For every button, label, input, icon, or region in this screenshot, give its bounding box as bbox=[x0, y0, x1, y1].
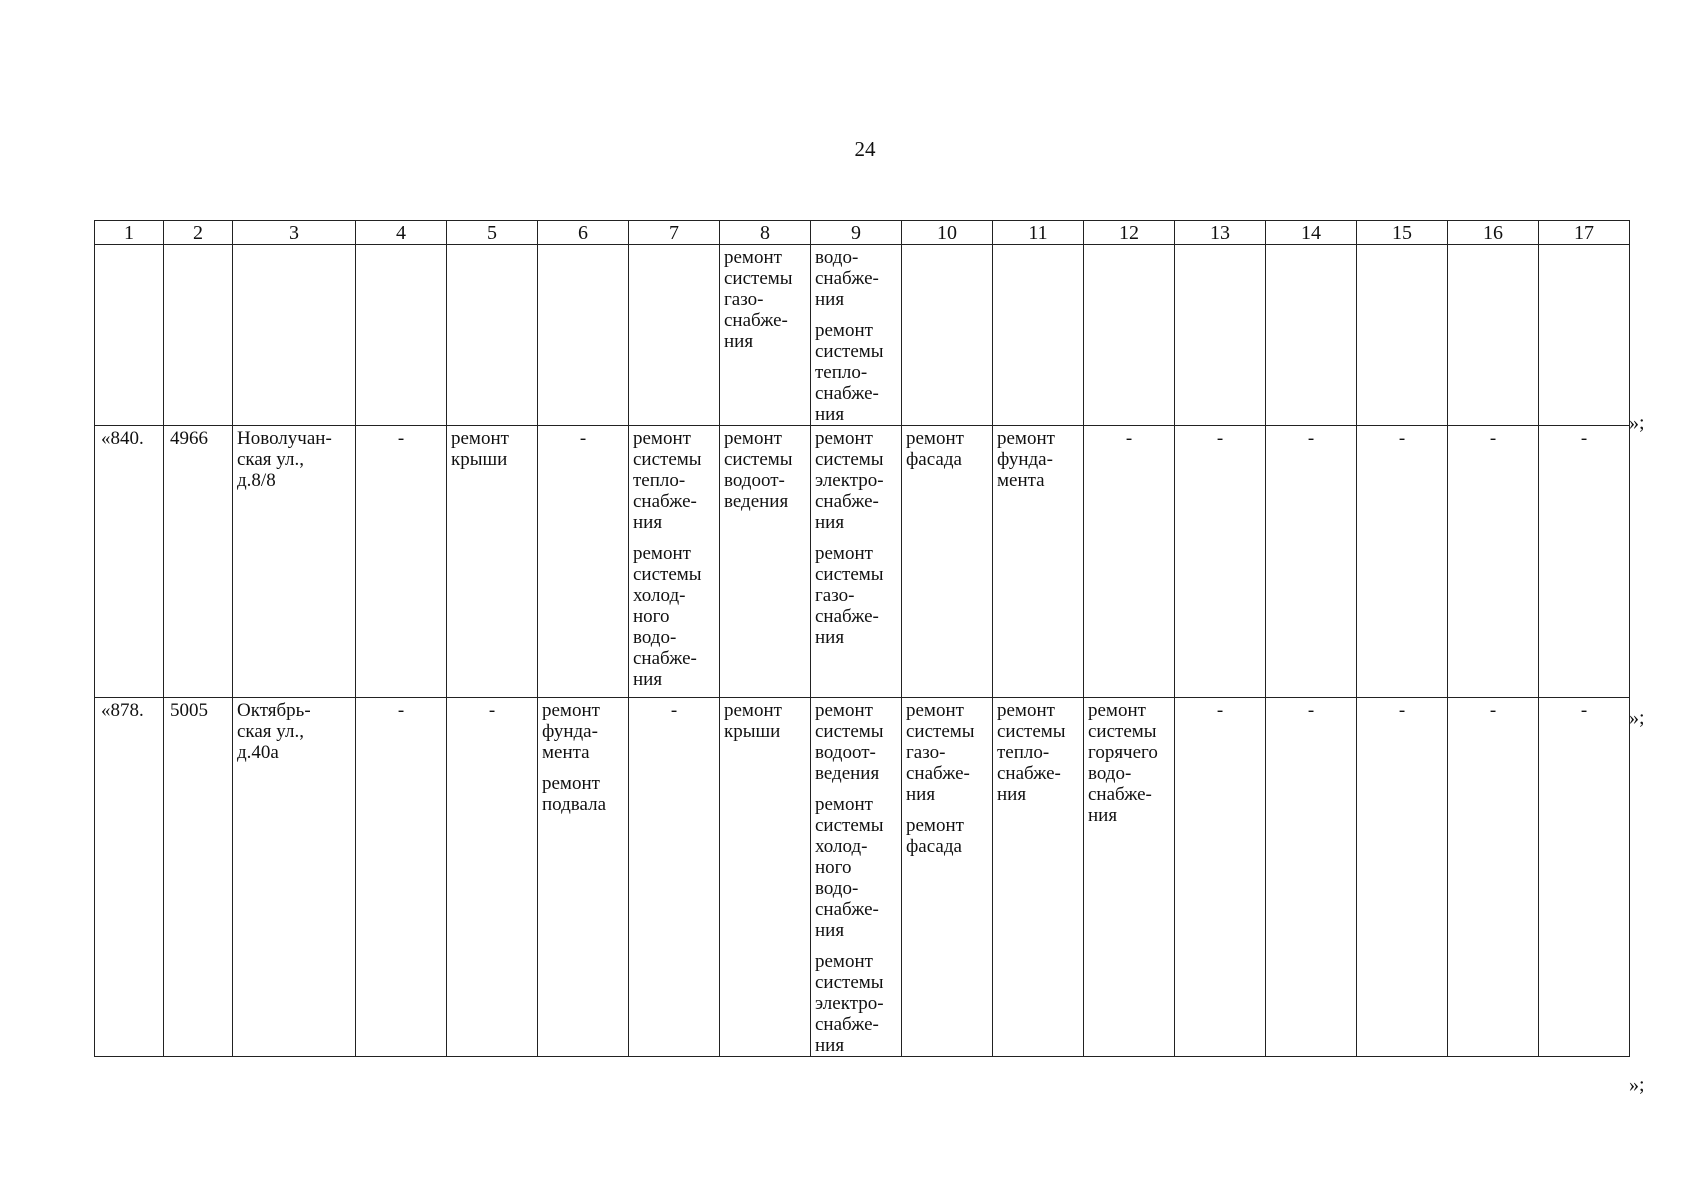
cell-text: ремонт подвала bbox=[542, 773, 607, 815]
cell-text: Октябрь- ская ул., д.40а bbox=[237, 700, 311, 763]
cell-text: ремонт системы водоот- ведения bbox=[724, 428, 793, 512]
cell-text: ремонт системы тепло- снабже- ния bbox=[997, 700, 1066, 805]
table-cell-col-12 bbox=[1084, 426, 1175, 698]
table-cell-col-8 bbox=[720, 426, 811, 698]
column-header-6: 6 bbox=[538, 221, 629, 245]
column-header-5: 5 bbox=[447, 221, 538, 245]
table-cell-col-14 bbox=[1266, 245, 1357, 426]
cell-text: ремонт системы тепло- снабже- ния bbox=[815, 320, 884, 425]
cell-text: ремонт фунда- мента bbox=[542, 700, 600, 763]
cell-text: ремонт системы газо- снабже- ния bbox=[906, 700, 975, 805]
cell-text: ремонт системы холод- ного водо- снабже- ния bbox=[815, 794, 884, 941]
table-cell-col-7 bbox=[629, 426, 720, 698]
cell-text: ремонт фасада bbox=[906, 428, 964, 470]
column-header-row bbox=[95, 221, 1630, 245]
empty-mark: - bbox=[1307, 428, 1315, 449]
table-cell-col-15 bbox=[1357, 245, 1448, 426]
cell-text: ремонт системы горячего водо- снабже- ния bbox=[1088, 700, 1158, 826]
table-cell-col-6 bbox=[538, 245, 629, 426]
column-header-14: 14 bbox=[1266, 221, 1357, 245]
table-cell-col-1 bbox=[95, 245, 164, 426]
table-cell-col-2 bbox=[164, 426, 233, 698]
document-table bbox=[94, 220, 1630, 1057]
column-header-7: 7 bbox=[629, 221, 720, 245]
table-cell-col-16 bbox=[1448, 426, 1539, 698]
empty-mark: - bbox=[1580, 428, 1588, 449]
cell-text: водо- снабже- ния bbox=[815, 247, 879, 310]
table-cell-col-14 bbox=[1266, 426, 1357, 698]
table-cell-col-11 bbox=[993, 698, 1084, 1057]
cell-text: «878. bbox=[101, 700, 144, 721]
table-cell-col-9 bbox=[811, 245, 902, 426]
empty-mark: - bbox=[1489, 428, 1497, 449]
table-cell-col-13 bbox=[1175, 698, 1266, 1057]
table-cell-col-4 bbox=[356, 698, 447, 1057]
column-header-2: 2 bbox=[164, 221, 233, 245]
cell-text: ремонт системы электро- снабже- ния bbox=[815, 428, 884, 533]
table-cell-col-5 bbox=[447, 698, 538, 1057]
table-cell-col-5 bbox=[447, 426, 538, 698]
cell-text: ремонт крыши bbox=[451, 428, 509, 470]
column-header-13: 13 bbox=[1175, 221, 1266, 245]
table-cell-col-1 bbox=[95, 698, 164, 1057]
table-cell-col-10 bbox=[902, 426, 993, 698]
column-header-16: 16 bbox=[1448, 221, 1539, 245]
table-cell-col-7 bbox=[629, 698, 720, 1057]
table-cell-col-3 bbox=[233, 698, 356, 1057]
table-row bbox=[95, 245, 1630, 426]
empty-mark: - bbox=[1398, 428, 1406, 449]
table-cell-col-17 bbox=[1539, 426, 1630, 698]
column-header-9: 9 bbox=[811, 221, 902, 245]
column-header-8: 8 bbox=[720, 221, 811, 245]
cell-text: ремонт системы газо- снабже- ния bbox=[815, 543, 884, 648]
table-cell-col-16 bbox=[1448, 245, 1539, 426]
table-cell-col-8 bbox=[720, 698, 811, 1057]
table-cell-col-10 bbox=[902, 698, 993, 1057]
table-cell-col-12 bbox=[1084, 245, 1175, 426]
table-row bbox=[95, 698, 1630, 1057]
table-cell-col-11 bbox=[993, 426, 1084, 698]
row-end-mark: »; bbox=[1629, 412, 1645, 434]
cell-text: Новолучан- ская ул., д.8/8 bbox=[237, 428, 332, 491]
empty-mark: - bbox=[1125, 428, 1133, 449]
empty-mark: - bbox=[1580, 700, 1588, 721]
table-cell-col-17 bbox=[1539, 245, 1630, 426]
cell-text: 5005 bbox=[170, 700, 208, 721]
table-cell-col-9 bbox=[811, 698, 902, 1057]
empty-mark: - bbox=[1307, 700, 1315, 721]
empty-mark: - bbox=[397, 428, 405, 449]
cell-text: ремонт фунда- мента bbox=[997, 428, 1055, 491]
cell-text: ремонт фасада bbox=[906, 815, 964, 857]
empty-mark: - bbox=[397, 700, 405, 721]
table-cell-col-2 bbox=[164, 245, 233, 426]
table-row bbox=[95, 426, 1630, 698]
table-cell-col-1 bbox=[95, 426, 164, 698]
row-end-mark: »; bbox=[1629, 1074, 1645, 1096]
table-cell-col-6 bbox=[538, 698, 629, 1057]
cell-text: 4966 bbox=[170, 428, 208, 449]
table-cell-col-15 bbox=[1357, 426, 1448, 698]
cell-text: ремонт системы холод- ного водо- снабже- ния bbox=[633, 543, 702, 690]
row-end-mark: »; bbox=[1629, 707, 1645, 729]
cell-text: ремонт системы тепло- снабже- ния bbox=[633, 428, 702, 533]
table-cell-col-4 bbox=[356, 245, 447, 426]
cell-text: ремонт крыши bbox=[724, 700, 782, 742]
cell-text: ремонт системы водоот- ведения bbox=[815, 700, 884, 784]
page-number: 24 bbox=[854, 137, 876, 161]
column-header-1: 1 bbox=[95, 221, 164, 245]
column-header-12: 12 bbox=[1084, 221, 1175, 245]
table-cell-col-6 bbox=[538, 426, 629, 698]
cell-text: ремонт системы газо- снабже- ния bbox=[724, 247, 793, 352]
table-cell-col-13 bbox=[1175, 245, 1266, 426]
table-cell-col-9 bbox=[811, 426, 902, 698]
table-cell-col-16 bbox=[1448, 698, 1539, 1057]
table-cell-col-15 bbox=[1357, 698, 1448, 1057]
table-cell-col-3 bbox=[233, 426, 356, 698]
table-cell-col-17 bbox=[1539, 698, 1630, 1057]
column-header-3: 3 bbox=[233, 221, 356, 245]
table-cell-col-2 bbox=[164, 698, 233, 1057]
table-cell-col-5 bbox=[447, 245, 538, 426]
column-header-15: 15 bbox=[1357, 221, 1448, 245]
column-header-4: 4 bbox=[356, 221, 447, 245]
cell-text: ремонт системы электро- снабже- ния bbox=[815, 951, 884, 1056]
table-cell-col-12 bbox=[1084, 698, 1175, 1057]
table-cell-col-3 bbox=[233, 245, 356, 426]
empty-mark: - bbox=[579, 428, 587, 449]
column-header-10: 10 bbox=[902, 221, 993, 245]
table-cell-col-13 bbox=[1175, 426, 1266, 698]
cell-text: «840. bbox=[101, 428, 144, 449]
table-cell-col-7 bbox=[629, 245, 720, 426]
empty-mark: - bbox=[1398, 700, 1406, 721]
table-cell-col-11 bbox=[993, 245, 1084, 426]
empty-mark: - bbox=[1489, 700, 1497, 721]
table-cell-col-4 bbox=[356, 426, 447, 698]
column-header-17: 17 bbox=[1539, 221, 1630, 245]
empty-mark: - bbox=[1216, 428, 1224, 449]
table-cell-col-10 bbox=[902, 245, 993, 426]
empty-mark: - bbox=[488, 700, 496, 721]
empty-mark: - bbox=[670, 700, 678, 721]
table-cell-col-14 bbox=[1266, 698, 1357, 1057]
column-header-11: 11 bbox=[993, 221, 1084, 245]
table-cell-col-8 bbox=[720, 245, 811, 426]
empty-mark: - bbox=[1216, 700, 1224, 721]
